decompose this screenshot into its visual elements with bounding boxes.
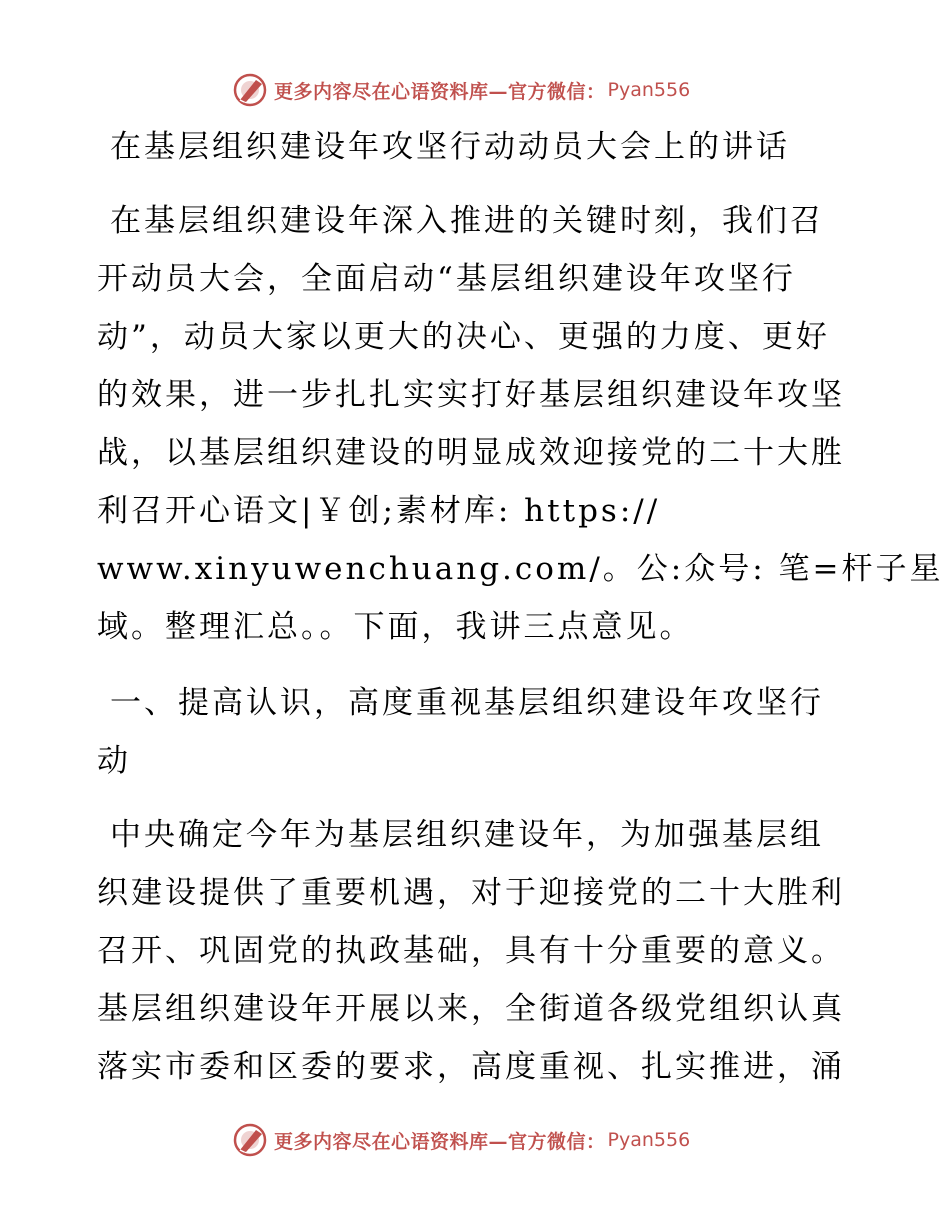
paragraph1-line-4: 的效果，进一步扎扎实实打好基层组织建设年攻坚	[97, 377, 845, 413]
header-banner-handle: Pyan556	[607, 79, 691, 101]
paragraph2-line-5: 落实市委和区委的要求，高度重视、扎实推进，涌	[97, 1049, 845, 1085]
document-title: 在基层组织建设年攻坚行动动员大会上的讲话	[110, 129, 790, 165]
footer-banner-handle: Pyan556	[607, 1129, 691, 1151]
paragraph1-line-8: 域。整理汇总。。下面，我讲三点意见。	[97, 609, 694, 645]
pen-nib-logo-icon	[232, 72, 268, 108]
footer-banner-text: 更多内容尽在心语资料库—官方微信：	[274, 1130, 606, 1153]
header-banner-text: 更多内容尽在心语资料库—官方微信：	[274, 80, 606, 103]
paragraph1-line-1: 在基层组织建设年深入推进的关键时刻，我们召	[110, 203, 824, 239]
paragraph2-line-1: 中央确定今年为基层组织建设年，为加强基层组	[110, 817, 824, 853]
paragraph1-line-6: 利召开心语文|￥创;素材库: https://	[97, 493, 661, 529]
paragraph2-line-2: 织建设提供了重要机遇，对于迎接党的二十大胜利	[97, 875, 845, 911]
section-heading-line-1: 一、提高认识，高度重视基层组织建设年攻坚行	[110, 685, 824, 721]
section-heading-line-2: 动	[97, 743, 131, 779]
paragraph2-line-4: 基层组织建设年开展以来，全街道各级党组织认真	[97, 991, 845, 1027]
paragraph1-line-5: 战，以基层组织建设的明显成效迎接党的二十大胜	[97, 435, 845, 471]
paragraph1-line-2: 开动员大会，全面启动“基层组织建设年攻坚行	[97, 261, 796, 297]
pen-nib-logo-icon	[232, 1122, 268, 1158]
paragraph1-line-3: 动”，动员大家以更大的决心、更强的力度、更好	[97, 319, 830, 355]
footer-banner	[232, 1120, 690, 1160]
header-banner	[232, 70, 690, 110]
paragraph2-line-3: 召开、巩固党的执政基础，具有十分重要的意义。	[97, 933, 845, 969]
paragraph1-line-7: www.xinyuwenchuang.com/。公:众号: 笔=杆子星	[97, 551, 944, 587]
